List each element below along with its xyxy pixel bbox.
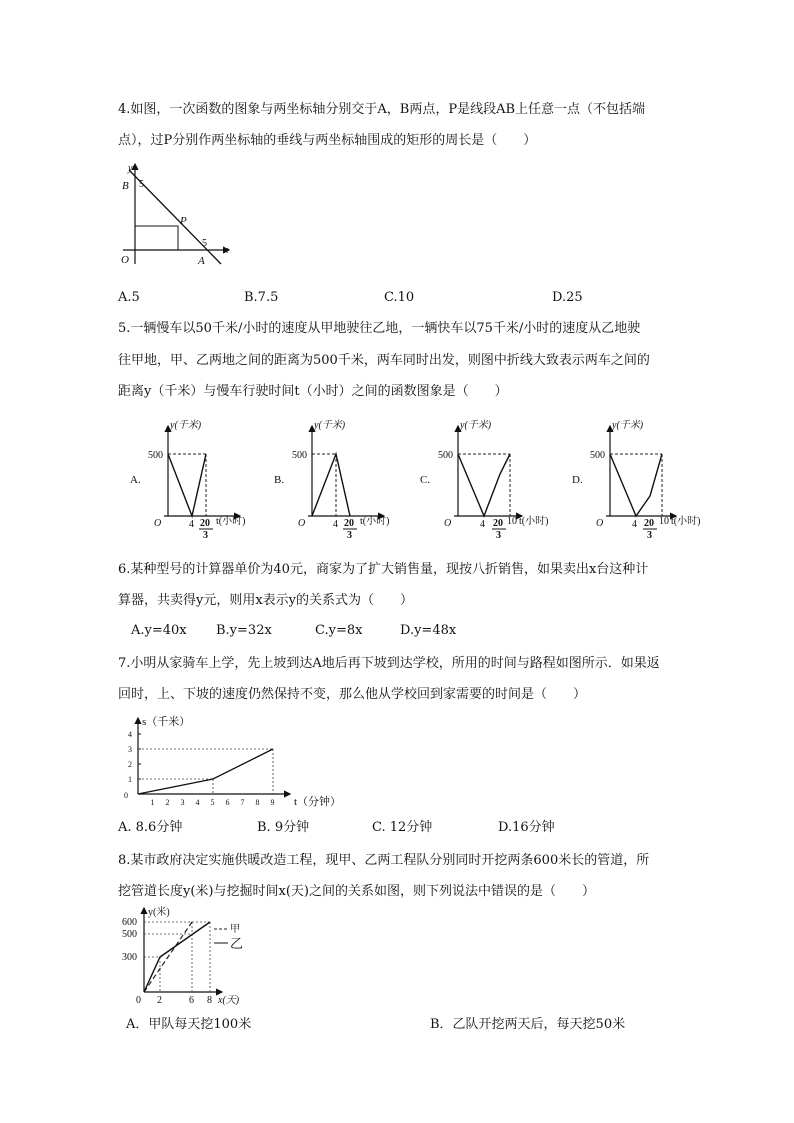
q5-b-t4: 4	[333, 519, 338, 530]
q5-d-frac-den: 3	[647, 530, 652, 541]
q7-figure	[122, 714, 362, 809]
q5-a-polyline	[168, 454, 206, 516]
q8-figure	[118, 904, 258, 1009]
q7-ytick-4: 4	[128, 730, 132, 739]
q5-d-frac-num: 20	[644, 518, 654, 529]
q7-xtick-5: 5	[210, 798, 215, 807]
q7-xlabel: t（分钟）	[294, 796, 342, 808]
q8-xlabel: x(天)	[218, 995, 240, 1006]
q5-b-ylabel: y(千米)	[314, 420, 346, 431]
q8-tick-x6: 6	[189, 995, 194, 1006]
q4-option-c[interactable]: C.10	[384, 290, 415, 305]
q5-c-500: 500	[438, 450, 453, 461]
q8-legend-jia: 甲	[230, 924, 240, 935]
q5-c-tlabel: t(小时)	[519, 516, 549, 527]
q5-b-polyline	[312, 454, 350, 516]
q4-figure	[115, 160, 245, 270]
q8-tick-300: 300	[122, 952, 137, 963]
q4-label-p: P	[180, 215, 187, 227]
q5-c-letter: C.	[420, 474, 431, 486]
q8-tick-x2: 2	[157, 995, 162, 1006]
q7-ytick-2: 2	[128, 760, 132, 769]
q6-option-d[interactable]: D.y=48x	[400, 623, 457, 638]
q5-c-t10: 10	[507, 516, 517, 527]
q4-label-x: x	[224, 245, 229, 256]
q7-ylabel: s（千米）	[142, 716, 191, 728]
q4-option-b[interactable]: B.7.5	[244, 290, 279, 305]
q5-a-frac-num: 20	[200, 518, 210, 529]
q5-c-origin: O	[444, 518, 452, 529]
q5-stem-line3: 距离y（千米）与慢车行驶时间t（小时）之间的函数图象是（ ）	[118, 384, 508, 399]
q7-stem-line2: 回时，上、下坡的速度仍然保持不变，那么他从学校回到家需要的时间是（ ）	[118, 687, 587, 702]
q7-xtick-9: 9	[270, 798, 275, 807]
q7-ytick-3: 3	[128, 745, 132, 754]
q8-tick-600: 600	[122, 917, 137, 928]
q7-ytick-1: 1	[128, 775, 132, 784]
q5-b-tlabel: t(小时)	[360, 516, 390, 527]
q5-a-500: 500	[148, 450, 163, 461]
q5-c-t4: 4	[480, 519, 485, 530]
q6-option-b[interactable]: B.y=32x	[216, 623, 272, 638]
q6-option-c[interactable]: C.y=8x	[315, 623, 363, 638]
q5-b-origin: O	[298, 518, 306, 529]
q8-option-b[interactable]: B．乙队开挖两天后，每天挖50米	[430, 1017, 626, 1032]
q4-label-origin: O	[121, 254, 129, 266]
q6-stem-line2: 算器，共卖得y元，则用x表示y的关系式为（ ）	[118, 593, 414, 608]
q5-a-tlabel: t(小时)	[216, 516, 246, 527]
q4-label-a5: 5	[202, 238, 207, 249]
q8-series-jia	[144, 922, 192, 992]
q5-d-t4: 4	[632, 519, 637, 530]
q7-xtick-3: 3	[180, 798, 185, 807]
q7-stem-line1: 7.小明从家骑车上学，先上坡到达A地后再下坡到达学校，所用的时间与路程如图所示．如果返	[118, 656, 660, 671]
q5-graph-c[interactable]	[418, 416, 558, 541]
q5-d-ylabel: y(千米)	[612, 420, 644, 431]
q4-rectangle	[135, 226, 178, 250]
q5-a-ylabel: y(千米)	[170, 420, 202, 431]
q5-b-frac-den: 3	[347, 530, 352, 541]
q7-xtick-2: 2	[165, 798, 170, 807]
q7-polyline	[138, 749, 273, 794]
q8-tick-x8: 8	[207, 995, 212, 1006]
q5-d-tlabel: t(小时)	[671, 516, 701, 527]
q7-xtick-1: 1	[150, 798, 155, 807]
q5-d-t10: 10	[659, 516, 669, 527]
q4-label-y: y	[128, 163, 133, 174]
q7-xtick-7: 7	[240, 798, 245, 807]
q7-option-a[interactable]: A. 8.6分钟	[118, 820, 183, 835]
q7-option-d[interactable]: D.16分钟	[498, 820, 555, 835]
q5-graph-b[interactable]	[272, 416, 402, 541]
q5-c-polyline	[458, 454, 510, 516]
q5-b-letter: B.	[274, 474, 285, 486]
q8-ylabel: y(米)	[148, 907, 170, 918]
q5-graph-a[interactable]	[128, 416, 258, 541]
q5-stem-line2: 往甲地，甲、乙两地之间的距离为500千米，两车同时出发，则图中折线大致表示两车之间的	[118, 353, 650, 368]
q5-d-origin: O	[596, 518, 604, 529]
q7-ytick-0: 0	[124, 791, 128, 800]
q5-d-letter: D.	[572, 474, 583, 486]
q4-stem-line1: 4.如图，一次函数的图象与两坐标轴分别交于A，B两点，P是线段AB上任意一点（不包括端	[118, 102, 646, 117]
q4-label-a: A	[198, 255, 205, 267]
q4-option-d[interactable]: D.25	[552, 290, 583, 305]
q4-label-b5: 5	[139, 179, 144, 190]
q7-xtick-6: 6	[225, 798, 230, 807]
q5-graph-d[interactable]	[572, 416, 717, 541]
q7-option-b[interactable]: B. 9分钟	[257, 820, 310, 835]
q4-label-b: B	[122, 180, 129, 192]
q6-option-a[interactable]: A.y=40x	[131, 623, 187, 638]
q5-b-frac-num: 20	[344, 518, 354, 529]
q8-stem-line1: 8.某市政府决定实施供暖改造工程，现甲、乙两工程队分别同时开挖两条600米长的管道，所	[118, 853, 650, 868]
q8-origin: 0	[136, 995, 141, 1006]
q8-option-a[interactable]: A．甲队每天挖100米	[126, 1017, 252, 1032]
q5-c-ylabel: y(千米)	[460, 420, 492, 431]
q8-legend-yi: 乙	[230, 936, 244, 951]
q5-c-frac-den: 3	[496, 530, 501, 541]
q4-stem-line2: 点），过P分别作两坐标轴的垂线与两坐标轴围成的矩形的周长是（ ）	[118, 133, 537, 148]
q7-xtick-4: 4	[195, 798, 200, 807]
q5-a-origin: O	[154, 518, 162, 529]
q5-c-frac-num: 20	[493, 518, 503, 529]
q8-tick-500: 500	[122, 929, 137, 940]
q6-stem-line1: 6.某种型号的计算器单价为40元，商家为了扩大销售量，现按八折销售，如果卖出x台这种计	[118, 562, 649, 577]
q5-b-500: 500	[292, 450, 307, 461]
q5-d-500: 500	[590, 450, 605, 461]
q5-stem-line1: 5.一辆慢车以50千米/小时的速度从甲地驶往乙地，一辆快车以75千米/小时的速度从乙地驶	[118, 321, 641, 336]
q7-option-c[interactable]: C. 12分钟	[372, 820, 433, 835]
q4-option-a[interactable]: A.5	[118, 290, 140, 305]
q5-a-t4: 4	[189, 519, 194, 530]
q5-d-polyline	[610, 454, 662, 516]
q5-a-letter: A.	[130, 474, 141, 486]
q7-xtick-8: 8	[255, 798, 260, 807]
q8-stem-line2: 挖管道长度y(米)与挖掘时间x(天)之间的关系如图，则下列说法中错误的是（ ）	[118, 884, 595, 899]
q5-a-frac-den: 3	[203, 530, 208, 541]
